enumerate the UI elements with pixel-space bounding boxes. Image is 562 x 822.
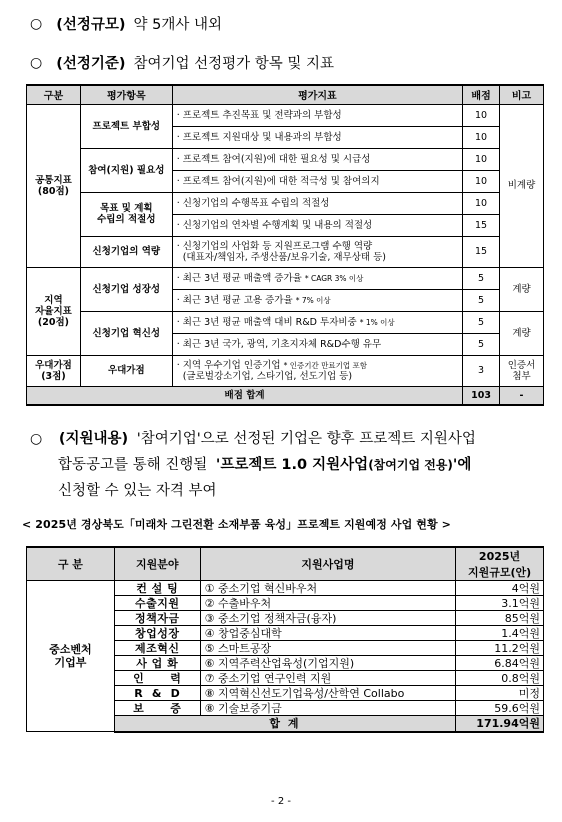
- header-remark: 비고: [500, 85, 544, 104]
- program-scale: 1.4억원: [456, 626, 544, 641]
- group-common: [27, 104, 81, 267]
- support-field: 정책자금: [114, 611, 200, 626]
- page-number: - 2 -: [271, 796, 291, 807]
- remark-bonus-line1: 인증서: [507, 359, 536, 371]
- support-line1: [30, 426, 550, 452]
- group-regional-label2: 자율지표: [35, 305, 72, 317]
- header-category: 구 분: [27, 547, 115, 581]
- support-label: (지원내용): [58, 431, 129, 447]
- program-name: ⑤ 스마트공장: [200, 641, 455, 656]
- program-name: ② 수출바우처: [200, 596, 455, 611]
- indicator-text: · 프로젝트 참여(지원)에 대한 적극성 및 참여의지: [172, 170, 462, 192]
- indicator-note: * 7% 이상: [295, 295, 331, 305]
- indicator-text: [172, 267, 462, 289]
- support-line3: 신청할 수 있는 자격 부여: [58, 483, 217, 499]
- table-row: [27, 148, 544, 170]
- group-regional-points: (20점): [37, 316, 69, 328]
- item-capacity: 신청기업의 역량: [80, 236, 172, 267]
- remark-bonus: [500, 355, 544, 386]
- remark-innovation: 계량: [500, 311, 544, 355]
- table-row: [27, 192, 544, 214]
- program-scale: 0.8억원: [456, 671, 544, 686]
- indicator-text: · 최근 3년 국가, 광역, 기초지자체 R&D수행 유무: [172, 333, 462, 355]
- indicator-score: 5: [463, 289, 500, 311]
- selection-criteria-text: 참여기업 선정평가 항목 및 지표: [133, 56, 335, 72]
- total-score: 103: [463, 386, 500, 405]
- program-scale: 11.2억원: [456, 641, 544, 656]
- program-total-scale: 171.94억원: [456, 716, 544, 732]
- indicator-text: · 신청기업의 연차별 수행계획 및 내용의 적절성: [172, 214, 462, 236]
- remark-growth: 계량: [500, 267, 544, 311]
- indicator-score: 5: [463, 333, 500, 355]
- indicator-note: * 1% 이상: [359, 317, 395, 327]
- item-innovation: 신청기업 혁신성: [80, 311, 172, 355]
- program-name: ⑧ 기술보증기금: [200, 701, 455, 716]
- table-row: [27, 355, 544, 386]
- header-scale-year: 2025년: [478, 550, 521, 563]
- bullet-circle-icon: ○: [30, 431, 43, 447]
- indicator-score: 15: [463, 214, 500, 236]
- table-row: [27, 236, 544, 267]
- support-program-name: '프로젝트 1.0 지원사업: [215, 457, 369, 473]
- program-name: ④ 창업중심대학: [200, 626, 455, 641]
- indicator-note: * 인증기간 만료기업 포함: [283, 360, 367, 370]
- indicator-line2: (대표자/책임자, 주생산품/보유기술, 재무상태 등): [182, 251, 386, 263]
- indicator-line1: · 신청기업의 사업화 등 지원프로그램 수행 역량: [176, 240, 373, 252]
- support-field: 사 업 화: [114, 656, 200, 671]
- support-paragraph: [30, 426, 550, 504]
- item-goal-line1: 목표 및 계획: [100, 203, 153, 214]
- support-field: R & D: [114, 686, 200, 701]
- group-bonus-points: (3점): [41, 370, 66, 382]
- selection-criteria-line: [30, 52, 334, 73]
- support-line2: [30, 452, 550, 478]
- header-scale-label: 지원규모(안): [467, 566, 532, 579]
- selection-scale-text: 약 5개사 내외: [133, 17, 222, 33]
- indicator-text: [172, 236, 462, 267]
- program-scale: 85억원: [456, 611, 544, 626]
- group-bonus: [27, 355, 81, 386]
- item-goal: [80, 192, 172, 236]
- program-name: ⑧ 지역혁신선도기업육성/산학연 Collabo: [200, 686, 455, 701]
- group-bonus-label: 우대가점: [35, 359, 72, 371]
- evaluation-total-row: [27, 386, 544, 405]
- support-text1: '참여기업'으로 선정된 기업은 향후 프로젝트 지원사업: [136, 431, 476, 447]
- support-field: 수출지원: [114, 596, 200, 611]
- category-sme: [27, 581, 115, 732]
- support-field: 컨 설 팅: [114, 581, 200, 596]
- indicator-score: 5: [463, 267, 500, 289]
- indicator-score: 5: [463, 311, 500, 333]
- program-scale: 3.1억원: [456, 596, 544, 611]
- support-text2a: 합동공고를 통해 진행될: [58, 457, 208, 473]
- category-line1: 중소벤처: [49, 643, 92, 656]
- selection-scale-line: [30, 13, 222, 34]
- indicator-main: · 최근 3년 평균 고용 증가율: [176, 294, 293, 306]
- header-score: 배점: [463, 85, 500, 104]
- header-scale: [456, 547, 544, 581]
- program-scale: 미정: [456, 686, 544, 701]
- program-table-title: < 2025년 경상북도「미래차 그린전환 소재부품 육성」프로젝트 지원예정 사업 현황 >: [22, 518, 451, 531]
- indicator-main: · 지역 우수기업 인증기업: [176, 359, 281, 371]
- header-category: 구분: [27, 85, 81, 104]
- group-regional-label1: 지역: [44, 294, 63, 306]
- support-field: 인 력: [114, 671, 200, 686]
- header-indicator: 평가지표: [172, 85, 462, 104]
- table-row: [27, 311, 544, 333]
- remark-bonus-line2: 첨부: [512, 370, 531, 382]
- table-row: [27, 104, 544, 126]
- indicator-note: * CAGR 3% 이상: [304, 273, 364, 283]
- indicator-score: 10: [463, 148, 500, 170]
- program-name: ⑥ 지역주력산업육성(기업지원): [200, 656, 455, 671]
- support-field: 제조혁신: [114, 641, 200, 656]
- indicator-score: 10: [463, 104, 500, 126]
- header-field: 지원분야: [114, 547, 200, 581]
- remark-common: 비계량: [500, 104, 544, 267]
- group-common-label: 공통지표: [35, 174, 72, 186]
- header-item: 평가항목: [80, 85, 172, 104]
- support-program-qualifier: (참여기업 전용): [368, 458, 453, 472]
- selection-criteria-label: (선정기준): [56, 56, 126, 72]
- program-table-header: [27, 547, 544, 581]
- indicator-text: [172, 311, 462, 333]
- support-text2d: '에: [452, 457, 472, 473]
- total-remark: -: [500, 386, 544, 405]
- indicator-line2: (글로벌강소기업, 스타기업, 선도기업 등): [182, 370, 353, 382]
- indicator-text: [172, 355, 462, 386]
- group-regional: [27, 267, 81, 355]
- group-common-points: (80점): [37, 185, 69, 197]
- item-fit: 프로젝트 부합성: [80, 104, 172, 148]
- item-growth: 신청기업 성장성: [80, 267, 172, 311]
- header-program: 지원사업명: [200, 547, 455, 581]
- selection-scale-label: (선정규모): [56, 17, 126, 33]
- program-name: ③ 중소기업 정책자금(융자): [200, 611, 455, 626]
- total-label: 배점 합계: [27, 386, 463, 405]
- program-name: ① 중소기업 혁신바우처: [200, 581, 455, 596]
- program-scale: 6.84억원: [456, 656, 544, 671]
- indicator-main: · 최근 3년 평균 매출액 증가율: [176, 272, 302, 284]
- indicator-text: · 프로젝트 추진목표 및 전략과의 부합성: [172, 104, 462, 126]
- program-scale: 4억원: [456, 581, 544, 596]
- indicator-score: 10: [463, 170, 500, 192]
- indicator-text: · 신청기업의 수행목표 수립의 적절성: [172, 192, 462, 214]
- program-table: [26, 546, 544, 733]
- item-goal-line2: 수립의 적절성: [97, 214, 156, 225]
- table-row: [27, 267, 544, 289]
- evaluation-table: [26, 84, 544, 406]
- support-field: 창업성장: [114, 626, 200, 641]
- indicator-score: 10: [463, 192, 500, 214]
- category-line2: 기업부: [54, 656, 87, 669]
- indicator-main: · 최근 3년 평균 매출액 대비 R&D 투자비중: [176, 316, 357, 328]
- item-bonus: 우대가점: [80, 355, 172, 386]
- indicator-text: · 프로젝트 참여(지원)에 대한 필요성 및 시급성: [172, 148, 462, 170]
- indicator-text: · 프로젝트 지원대상 및 내용과의 부합성: [172, 126, 462, 148]
- program-scale: 59.6억원: [456, 701, 544, 716]
- indicator-text: [172, 289, 462, 311]
- support-field: 보 증: [114, 701, 200, 716]
- program-total-label: 합 계: [114, 716, 455, 732]
- indicator-score: 15: [463, 236, 500, 267]
- bullet-circle-icon: ○: [30, 15, 43, 32]
- table-row: [27, 581, 544, 596]
- item-need: 참여(지원) 필요성: [80, 148, 172, 192]
- evaluation-table-header: [27, 85, 544, 104]
- bullet-circle-icon: ○: [30, 54, 43, 71]
- program-name: ⑦ 중소기업 연구인력 지원: [200, 671, 455, 686]
- indicator-score: 3: [463, 355, 500, 386]
- indicator-score: 10: [463, 126, 500, 148]
